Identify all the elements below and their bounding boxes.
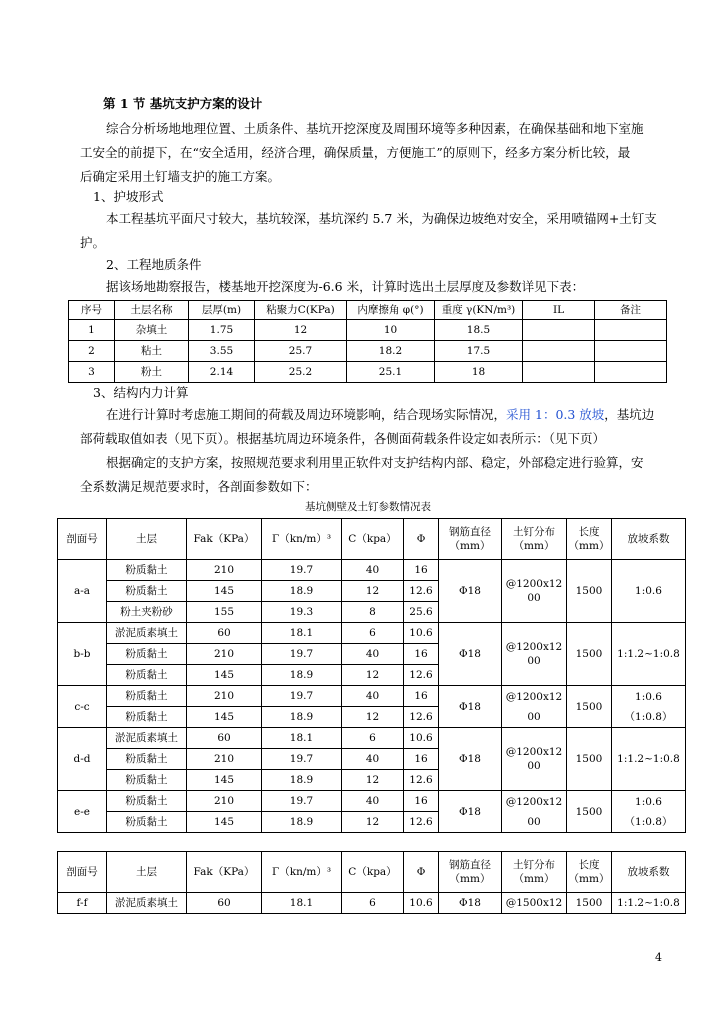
rebar-cell: Φ18 bbox=[439, 893, 502, 914]
fak-cell: 145 bbox=[187, 770, 262, 791]
nail-line: @1200x12 bbox=[505, 578, 563, 590]
table-cell: 18.5 bbox=[435, 320, 523, 341]
header-c: C（kpa） bbox=[342, 852, 404, 893]
ff-parameter-table bbox=[57, 851, 686, 914]
gamma-cell: 18.9 bbox=[262, 707, 342, 728]
fak-cell: 210 bbox=[187, 749, 262, 770]
nail-cell bbox=[502, 728, 567, 791]
nail-line: 00 bbox=[527, 592, 541, 604]
slope-cell bbox=[612, 791, 686, 833]
header-fak: Fak（KPa） bbox=[187, 519, 262, 560]
phi-cell: 16 bbox=[404, 560, 439, 581]
table-row bbox=[58, 728, 686, 749]
header-phi: Φ bbox=[404, 852, 439, 893]
c-cell: 6 bbox=[342, 623, 404, 644]
nail-cell bbox=[502, 686, 567, 728]
fak-cell: 145 bbox=[187, 707, 262, 728]
table-cell: 1.75 bbox=[189, 320, 255, 341]
layer-cell: 粉质黏土 bbox=[107, 665, 187, 686]
fak-cell: 145 bbox=[187, 665, 262, 686]
nail-cell bbox=[502, 623, 567, 686]
phi-cell: 16 bbox=[404, 749, 439, 770]
rebar-cell: Φ18 bbox=[439, 791, 502, 833]
header-line: 土钉分布 bbox=[513, 526, 555, 538]
c-cell: 12 bbox=[342, 581, 404, 602]
header-c: C（kpa） bbox=[342, 519, 404, 560]
c-cell: 12 bbox=[342, 770, 404, 791]
gamma-cell: 18.9 bbox=[262, 770, 342, 791]
fak-cell: 210 bbox=[187, 686, 262, 707]
phi-cell: 16 bbox=[404, 686, 439, 707]
header-line: （mm） bbox=[513, 540, 555, 552]
header-line: （mm） bbox=[568, 873, 610, 885]
phi-cell: 16 bbox=[404, 644, 439, 665]
gamma-cell: 18.1 bbox=[262, 893, 342, 914]
header-nail bbox=[502, 852, 567, 893]
highlighted-text: 采用 1：0.3 放坡 bbox=[506, 407, 605, 422]
header-cell: 重度 γ(KN/m³) bbox=[435, 301, 523, 320]
header-slope: 放坡系数 bbox=[612, 519, 686, 560]
paragraph-line: 全系数满足规范要求时，各剖面参数如下： bbox=[80, 479, 318, 494]
header-cell: 备注 bbox=[595, 301, 667, 320]
layer-cell: 粉土夹粉砂 bbox=[107, 602, 187, 623]
table-cell bbox=[595, 362, 667, 383]
fak-cell: 60 bbox=[187, 893, 262, 914]
c-cell: 12 bbox=[342, 812, 404, 833]
paragraph-line: 据该场地勘察报告，楼基地开挖深度为-6.6 米，计算时选出土层厚度及参数详见下表： bbox=[106, 279, 585, 294]
slope-cell bbox=[612, 623, 686, 686]
table-cell: 杂填土 bbox=[115, 320, 189, 341]
rebar-cell: Φ18 bbox=[439, 623, 502, 686]
gamma-cell: 19.3 bbox=[262, 602, 342, 623]
nail-cell: @1500x12 bbox=[502, 893, 567, 914]
header-layer: 土层 bbox=[107, 852, 187, 893]
section-name: a-a bbox=[58, 560, 107, 623]
table-cell bbox=[595, 320, 667, 341]
phi-cell: 10.6 bbox=[404, 728, 439, 749]
length-cell: 1500 bbox=[567, 893, 612, 914]
table-cell: 25.1 bbox=[347, 362, 435, 383]
header-cell: 层厚(m) bbox=[189, 301, 255, 320]
subsection-title: 3、结构内力计算 bbox=[93, 385, 189, 400]
slope-cell bbox=[612, 728, 686, 791]
header-cell: 序号 bbox=[69, 301, 115, 320]
nail-line: @1200x12 bbox=[505, 795, 563, 808]
phi-cell: 12.6 bbox=[404, 581, 439, 602]
length-cell: 1500 bbox=[567, 623, 612, 686]
table-row bbox=[69, 320, 667, 341]
layer-cell: 粉质黏土 bbox=[107, 812, 187, 833]
c-cell: 8 bbox=[342, 602, 404, 623]
slope-cell: 1:1.2~1:0.8 bbox=[612, 893, 686, 914]
header-section: 剖面号 bbox=[58, 519, 107, 560]
header-layer: 土层 bbox=[107, 519, 187, 560]
header-line: （mm） bbox=[449, 873, 491, 885]
paragraph-line: 后确定采用土钉墙支护的施工方案。 bbox=[80, 169, 281, 184]
layer-cell: 粉质黏土 bbox=[107, 581, 187, 602]
nail-line: 00 bbox=[527, 815, 541, 828]
slope-cell bbox=[612, 686, 686, 728]
header-length bbox=[567, 519, 612, 560]
slope-line: 1:0.6 bbox=[635, 585, 662, 597]
layer-cell: 粉质黏土 bbox=[107, 707, 187, 728]
gamma-cell: 18.1 bbox=[262, 623, 342, 644]
paragraph-line: 本工程基坑平面尺寸较大，基坑较深，基坑深约 5.7 米，为确保边坡绝对安全，采用喷锚网+土钉支 bbox=[106, 211, 657, 226]
phi-cell: 12.6 bbox=[404, 665, 439, 686]
page-number: 4 bbox=[655, 951, 662, 964]
text-run: 在进行计算时考虑施工期间的荷载及周边环境影响，结合现场实际情况， bbox=[106, 407, 507, 422]
table-cell: 粘土 bbox=[115, 341, 189, 362]
subsection-title: 2、工程地质条件 bbox=[106, 257, 202, 272]
header-length bbox=[567, 852, 612, 893]
header-line: （mm） bbox=[449, 540, 491, 552]
layer-cell: 粉质黏土 bbox=[107, 686, 187, 707]
table-header-row bbox=[69, 301, 667, 320]
section-name: b-b bbox=[58, 623, 107, 686]
phi-cell: 10.6 bbox=[404, 893, 439, 914]
table-cell: 17.5 bbox=[435, 341, 523, 362]
slope-line: 1:0.6 bbox=[635, 690, 662, 703]
layer-cell: 淤泥质素填土 bbox=[107, 893, 187, 914]
gamma-cell: 18.1 bbox=[262, 728, 342, 749]
fak-cell: 210 bbox=[187, 560, 262, 581]
nail-line: 00 bbox=[527, 760, 541, 772]
table-cell bbox=[523, 320, 595, 341]
fak-cell: 145 bbox=[187, 812, 262, 833]
section-name: e-e bbox=[58, 791, 107, 833]
table-cell: 18.2 bbox=[347, 341, 435, 362]
paragraph-line: 综合分析场地地理位置、土质条件、基坑开挖深度及周围环境等多种因素，在确保基础和地下室施 bbox=[106, 121, 644, 136]
gamma-cell: 19.7 bbox=[262, 749, 342, 770]
header-cell: 内摩擦角 φ(°) bbox=[347, 301, 435, 320]
fak-cell: 60 bbox=[187, 728, 262, 749]
layer-cell: 粉质黏土 bbox=[107, 770, 187, 791]
section-parameter-table bbox=[57, 518, 686, 833]
table-cell: 25.7 bbox=[255, 341, 347, 362]
paragraph-line: 工安全的前提下，在“安全适用，经济合理，确保质量，方便施工”的原则下，经多方案分析比较，最 bbox=[80, 145, 631, 160]
section-heading: 第 1 节 基坑支护方案的设计 bbox=[103, 96, 263, 111]
header-phi: Φ bbox=[404, 519, 439, 560]
paragraph-line: 护。 bbox=[80, 235, 106, 250]
nail-cell bbox=[502, 560, 567, 623]
phi-cell: 12.6 bbox=[404, 770, 439, 791]
slope-line: （1:0.8） bbox=[624, 815, 673, 828]
c-cell: 6 bbox=[342, 893, 404, 914]
phi-cell: 10.6 bbox=[404, 623, 439, 644]
c-cell: 6 bbox=[342, 728, 404, 749]
header-fak: Fak（KPa） bbox=[187, 852, 262, 893]
c-cell: 40 bbox=[342, 791, 404, 812]
header-cell: IL bbox=[523, 301, 595, 320]
layer-cell: 粉质黏土 bbox=[107, 791, 187, 812]
c-cell: 40 bbox=[342, 749, 404, 770]
paragraph-line: 部荷载取值如表（见下页）。根据基坑周边环境条件，各侧面荷载条件设定如表所示：（见下页） bbox=[80, 431, 606, 446]
table-cell: 3 bbox=[69, 362, 115, 383]
length-cell: 1500 bbox=[567, 560, 612, 623]
section-name: f-f bbox=[58, 893, 107, 914]
header-line: 钢筋直径 bbox=[449, 859, 491, 871]
layer-cell: 淤泥质素填土 bbox=[107, 728, 187, 749]
gamma-cell: 19.7 bbox=[262, 560, 342, 581]
table-row bbox=[58, 686, 686, 707]
table-cell: 3.55 bbox=[189, 341, 255, 362]
fak-cell: 210 bbox=[187, 791, 262, 812]
c-cell: 12 bbox=[342, 665, 404, 686]
phi-cell: 12.6 bbox=[404, 707, 439, 728]
layer-cell: 粉质黏土 bbox=[107, 560, 187, 581]
fak-cell: 145 bbox=[187, 581, 262, 602]
nail-line: 00 bbox=[527, 710, 541, 723]
gamma-cell: 19.7 bbox=[262, 686, 342, 707]
length-cell: 1500 bbox=[567, 686, 612, 728]
gamma-cell: 18.9 bbox=[262, 665, 342, 686]
header-section: 剖面号 bbox=[58, 852, 107, 893]
section-name: d-d bbox=[58, 728, 107, 791]
header-line: 长度 bbox=[578, 526, 600, 538]
table-cell bbox=[595, 341, 667, 362]
header-rebar bbox=[439, 852, 502, 893]
layer-cell: 淤泥质素填土 bbox=[107, 623, 187, 644]
nail-line: @1200x12 bbox=[505, 690, 563, 703]
table-cell: 10 bbox=[347, 320, 435, 341]
header-line: 长度 bbox=[578, 859, 600, 871]
c-cell: 40 bbox=[342, 644, 404, 665]
table-header-row bbox=[58, 852, 686, 893]
table-cell bbox=[523, 362, 595, 383]
layer-cell: 粉质黏土 bbox=[107, 644, 187, 665]
header-cell: 土层名称 bbox=[115, 301, 189, 320]
nail-line: @1200x12 bbox=[505, 641, 563, 653]
phi-cell: 12.6 bbox=[404, 812, 439, 833]
slope-line: （1:0.8） bbox=[624, 710, 673, 723]
table-cell: 粉土 bbox=[115, 362, 189, 383]
c-cell: 12 bbox=[342, 707, 404, 728]
table-row bbox=[58, 791, 686, 812]
table-caption: 基坑侧壁及土钉参数情况表 bbox=[305, 501, 431, 513]
slope-line: 1:1.2~1:0.8 bbox=[617, 648, 680, 660]
header-line: 钢筋直径 bbox=[449, 526, 491, 538]
paragraph-line bbox=[106, 407, 654, 423]
header-line: （mm） bbox=[513, 873, 555, 885]
slope-line: 1:1.2~1:0.8 bbox=[617, 753, 680, 765]
slope-line: 1:0.6 bbox=[635, 795, 662, 808]
gamma-cell: 18.9 bbox=[262, 581, 342, 602]
header-cell: 粘聚力C(KPa) bbox=[255, 301, 347, 320]
gamma-cell: 19.7 bbox=[262, 644, 342, 665]
phi-cell: 25.6 bbox=[404, 602, 439, 623]
nail-cell bbox=[502, 791, 567, 833]
table-row bbox=[58, 560, 686, 581]
header-gamma: Γ（kn/m）³ bbox=[262, 852, 342, 893]
table-cell: 12 bbox=[255, 320, 347, 341]
fak-cell: 155 bbox=[187, 602, 262, 623]
header-slope: 放坡系数 bbox=[612, 852, 686, 893]
table-cell bbox=[523, 341, 595, 362]
nail-line: 00 bbox=[527, 655, 541, 667]
fak-cell: 210 bbox=[187, 644, 262, 665]
gamma-cell: 19.7 bbox=[262, 791, 342, 812]
layer-cell: 粉质黏土 bbox=[107, 749, 187, 770]
slope-cell bbox=[612, 560, 686, 623]
header-nail bbox=[502, 519, 567, 560]
table-row bbox=[69, 341, 667, 362]
text-run: ，基坑边 bbox=[604, 407, 655, 422]
length-cell: 1500 bbox=[567, 728, 612, 791]
c-cell: 40 bbox=[342, 560, 404, 581]
subsection-title: 1、护坡形式 bbox=[93, 189, 164, 204]
length-cell: 1500 bbox=[567, 791, 612, 833]
header-rebar bbox=[439, 519, 502, 560]
rebar-cell: Φ18 bbox=[439, 728, 502, 791]
rebar-cell: Φ18 bbox=[439, 560, 502, 623]
phi-cell: 16 bbox=[404, 791, 439, 812]
gamma-cell: 18.9 bbox=[262, 812, 342, 833]
table-row bbox=[58, 623, 686, 644]
table-cell: 18 bbox=[435, 362, 523, 383]
table-cell: 2.14 bbox=[189, 362, 255, 383]
table-cell: 1 bbox=[69, 320, 115, 341]
nail-line: @1200x12 bbox=[505, 746, 563, 758]
table-cell: 25.2 bbox=[255, 362, 347, 383]
section-name: c-c bbox=[58, 686, 107, 728]
table-row bbox=[69, 362, 667, 383]
rebar-cell: Φ18 bbox=[439, 686, 502, 728]
table-cell: 2 bbox=[69, 341, 115, 362]
header-line: 土钉分布 bbox=[513, 859, 555, 871]
paragraph-line: 根据确定的支护方案，按照规范要求利用里正软件对支护结构内部、稳定，外部稳定进行验算，安 bbox=[106, 455, 644, 470]
table-row bbox=[58, 893, 686, 914]
fak-cell: 60 bbox=[187, 623, 262, 644]
header-gamma: Γ（kn/m）³ bbox=[262, 519, 342, 560]
c-cell: 40 bbox=[342, 686, 404, 707]
soil-parameter-table bbox=[68, 300, 667, 383]
header-line: （mm） bbox=[568, 540, 610, 552]
table-header-row bbox=[58, 519, 686, 560]
